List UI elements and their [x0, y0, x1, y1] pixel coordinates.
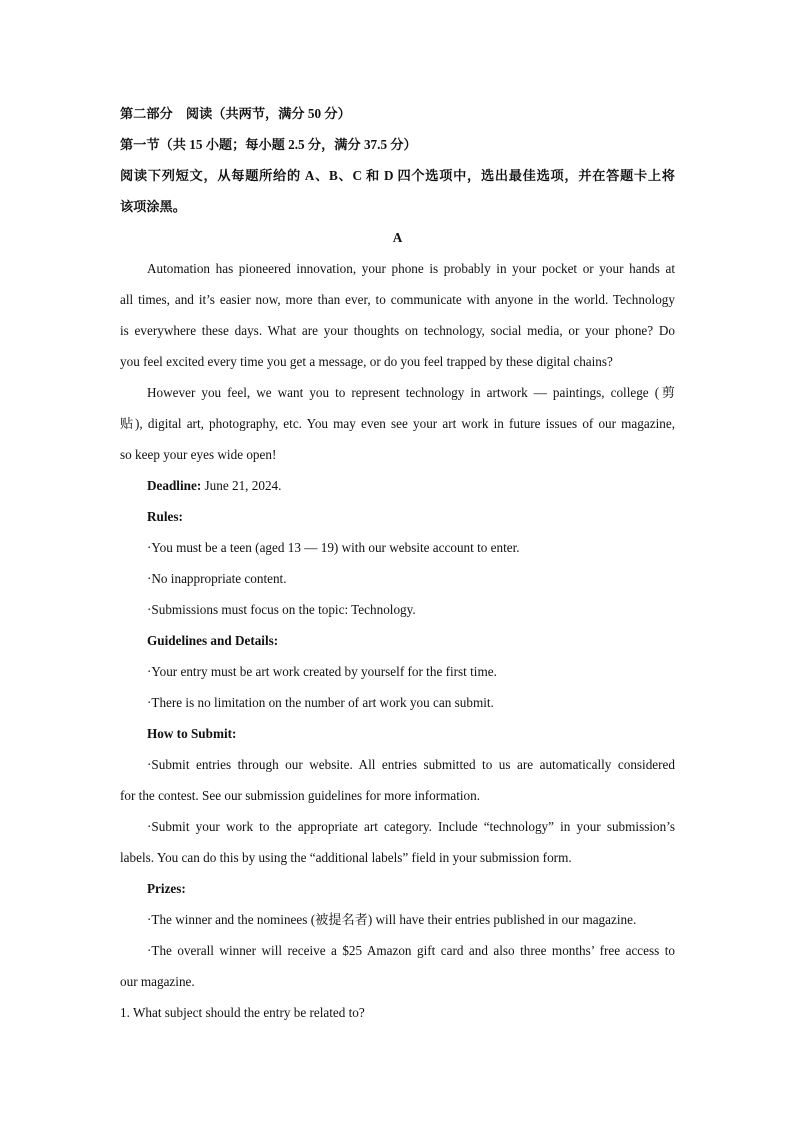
rule-item: ·No inappropriate content. — [147, 571, 287, 586]
part-title: 第二部分 阅读（共两节，满分 50 分） — [120, 106, 351, 121]
instructions-line-1: 阅读下列短文，从每题所给的 A、B、C 和 D 四个选项中，选出最佳选项，并在答题卡上将 — [120, 168, 675, 183]
paragraph-line: 贴), digital art, photography, etc. You may even see your art work in future issues of our magazine, — [120, 416, 675, 431]
section-title: 第一节（共 15 小题；每小题 2.5 分，满分 37.5 分） — [120, 137, 417, 152]
paragraph-line: However you feel, we want you to represent technology in artwork — paintings, college (剪 — [147, 385, 675, 400]
guideline-item: ·There is no limitation on the number of art work you can submit. — [147, 695, 494, 710]
paragraph-call — [120, 377, 675, 470]
guideline-item: ·Your entry must be art work created by yourself for the first time. — [147, 664, 497, 679]
deadline-label: Deadline: — [147, 478, 202, 493]
paragraph-line: you feel excited every time you get a message, or do you feel trapped by these digital chains? — [120, 354, 613, 369]
rule-item: ·You must be a teen (aged 13 — 19) with our website account to enter. — [147, 540, 520, 555]
paragraph-line: so keep your eyes wide open! — [120, 447, 277, 462]
prize-item: ·The winner and the nominees (被提名者) will have their entries published in our magazine. — [147, 912, 637, 927]
paragraph-intro — [120, 253, 675, 377]
question-1: 1. What subject should the entry be related to? — [120, 1005, 365, 1020]
passage-label: A — [392, 230, 403, 245]
exam-page — [120, 98, 675, 1028]
submit-heading: How to Submit: — [147, 726, 237, 741]
paragraph-line: Automation has pioneered innovation, your phone is probably in your pocket or your hands at — [147, 261, 675, 276]
rule-item: ·Submissions must focus on the topic: Technology. — [147, 602, 416, 617]
submit-item-cont: for the contest. See our submission guidelines for more information. — [120, 788, 481, 803]
guidelines-heading: Guidelines and Details: — [147, 633, 279, 648]
deadline-value: June 21, 2024. — [201, 478, 282, 493]
prize-item-cont: our magazine. — [120, 974, 195, 989]
rules-heading: Rules: — [147, 509, 183, 524]
submit-item: ·Submit your work to the appropriate art category. Include “technology” in your submission’s — [147, 819, 675, 834]
submit-item-cont: labels. You can do this by using the “additional labels” field in your submission form. — [120, 850, 572, 865]
submit-item: ·Submit entries through our website. All entries submitted to us are automatically considered — [147, 757, 675, 772]
prize-item: ·The overall winner will receive a $25 Amazon gift card and also three months’ free access to — [147, 943, 675, 958]
paragraph-line: is everywhere these days. What are your thoughts on technology, social media, or your phone? Do — [120, 323, 675, 338]
instructions-line-2: 该项涂黑。 — [120, 199, 186, 214]
prizes-heading: Prizes: — [147, 881, 186, 896]
deadline-line — [120, 470, 675, 501]
paragraph-line: all times, and it’s easier now, more than ever, to communicate with anyone in the world. Technology — [120, 292, 675, 307]
